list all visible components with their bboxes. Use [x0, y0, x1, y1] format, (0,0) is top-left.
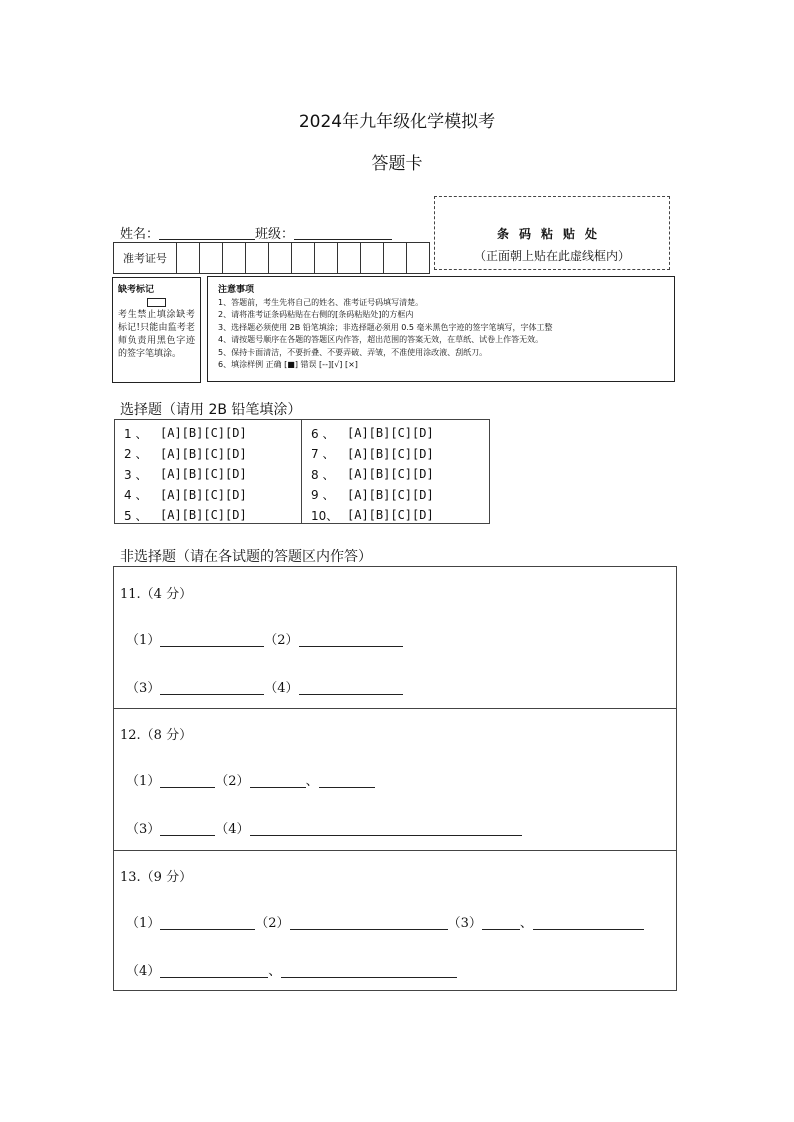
answer-blank[interactable] — [160, 773, 215, 788]
question-number: 9 、 — [311, 488, 335, 503]
question-number: 6 、 — [311, 426, 335, 441]
question-12-heading: 12.（8 分） — [120, 728, 193, 743]
answer-blank[interactable] — [250, 821, 522, 836]
part-label: （3） — [126, 681, 161, 696]
exam-title: 2024年九年级化学模拟考 — [298, 112, 496, 132]
answer-blank[interactable] — [290, 915, 448, 930]
choice-question[interactable] — [115, 423, 301, 444]
separator: 、 — [519, 916, 533, 931]
answer-options[interactable]: [A][B][C][D] — [160, 446, 247, 461]
question-13-heading: 13.（9 分） — [120, 870, 193, 885]
choice-question[interactable] — [115, 505, 301, 526]
nonchoice-answer-area — [113, 566, 677, 991]
notes-box — [207, 276, 675, 382]
answer-blank[interactable] — [160, 821, 215, 836]
exam-id-cell[interactable] — [338, 243, 361, 273]
barcode-title: 条码粘贴处 — [496, 227, 607, 241]
exam-id-cell[interactable] — [292, 243, 315, 273]
choice-question[interactable] — [302, 485, 489, 506]
answer-blank[interactable] — [299, 680, 403, 695]
choice-question[interactable] — [302, 423, 489, 444]
separator: 、 — [305, 774, 319, 789]
answer-row — [126, 677, 403, 696]
question-number: 8 、 — [311, 467, 335, 482]
part-label: （3） — [126, 822, 161, 837]
barcode-area — [434, 196, 670, 270]
answer-options[interactable]: [A][B][C][D] — [160, 508, 247, 523]
exam-id-cell[interactable] — [384, 243, 407, 273]
exam-id-cell[interactable] — [361, 243, 384, 273]
choice-grid — [114, 419, 490, 524]
notes-title: 注意事项 — [218, 285, 255, 295]
answer-blank[interactable] — [160, 680, 264, 695]
note-item: 3、选择题必须使用 2B 铅笔填涂；非选择题必须用 0.5 毫米黑色字迹的签字笔填写，字体工整 — [218, 322, 553, 332]
note-item: 5、保持卡面清洁，不要折叠、不要弄破、弄皱，不准使用涂改液、刮纸刀。 — [218, 347, 488, 357]
answer-blank[interactable] — [250, 773, 306, 788]
choice-question[interactable] — [302, 464, 489, 485]
exam-id-cell[interactable] — [407, 243, 429, 273]
part-label: （3） — [447, 916, 482, 931]
name-field[interactable] — [159, 225, 255, 240]
question-number: 1 、 — [124, 426, 148, 441]
question-13-block — [114, 850, 676, 990]
part-label: （1） — [126, 774, 161, 789]
part-label: （1） — [126, 916, 161, 931]
answer-options[interactable]: [A][B][C][D] — [347, 508, 434, 523]
answer-blank[interactable] — [319, 773, 375, 788]
answer-row — [126, 912, 644, 931]
answer-blank[interactable] — [281, 963, 457, 978]
answer-row — [126, 770, 375, 789]
name-label: 姓名： — [120, 227, 160, 242]
note-item: 1、答题前，考生先将自己的姓名、准考证号码填写清楚。 — [218, 298, 424, 307]
choice-question[interactable] — [302, 444, 489, 465]
exam-id-cell[interactable] — [315, 243, 338, 273]
choice-question[interactable] — [115, 464, 301, 485]
exam-id-cell[interactable] — [223, 243, 246, 273]
answer-row — [126, 629, 403, 648]
note-item: 6、填涂样例 正确 [■] 错误 [--][√] [×] — [218, 360, 358, 370]
separator: 、 — [268, 964, 282, 979]
answer-options[interactable]: [A][B][C][D] — [160, 426, 247, 441]
part-label: （4） — [215, 822, 250, 837]
answer-options[interactable]: [A][B][C][D] — [160, 487, 247, 502]
answer-options[interactable]: [A][B][C][D] — [347, 487, 434, 502]
choice-column — [302, 420, 489, 523]
part-label: （2） — [255, 916, 290, 931]
answer-row — [126, 960, 457, 979]
exam-id-label: 准考证号 — [114, 243, 177, 273]
class-field[interactable] — [294, 225, 392, 240]
answer-sheet-title: 答题卡 — [371, 154, 423, 174]
absent-mark-box — [112, 277, 201, 383]
answer-blank[interactable] — [160, 632, 264, 647]
barcode-note: （正面朝上贴在此虚线框内） — [473, 249, 630, 263]
part-label: （2） — [264, 633, 299, 648]
part-label: （4） — [126, 964, 161, 979]
question-number: 3 、 — [124, 467, 148, 482]
absent-text: 考生禁止填涂缺考标记!只能由监考老师负责用黑色字迹的签字笔填涂。 — [118, 310, 195, 359]
absent-title: 缺考标记 — [118, 285, 155, 295]
answer-blank[interactable] — [160, 915, 255, 930]
exam-id-cell[interactable] — [269, 243, 292, 273]
choice-question[interactable] — [115, 444, 301, 465]
note-item: 4、请按题号顺序在各题的答题区内作答，超出范围的答案无效，在草纸、试卷上作答无效。 — [218, 335, 544, 345]
question-number: 4 、 — [124, 488, 148, 503]
exam-id-grid — [113, 242, 430, 274]
question-11-block — [114, 567, 676, 709]
answer-blank[interactable] — [482, 915, 520, 930]
question-number: 5 、 — [124, 508, 148, 523]
class-label: 班级： — [255, 227, 295, 242]
nonchoice-section-title: 非选择题（请在各试题的答题区内作答） — [120, 549, 372, 565]
choice-question[interactable] — [302, 505, 489, 526]
name-class-row — [120, 223, 392, 242]
question-12-block — [114, 708, 676, 851]
choice-question[interactable] — [115, 485, 301, 506]
part-label: （1） — [126, 633, 161, 648]
answer-blank[interactable] — [160, 963, 268, 978]
answer-options[interactable]: [A][B][C][D] — [347, 467, 434, 482]
answer-blank[interactable] — [533, 915, 644, 930]
exam-id-cell[interactable] — [246, 243, 269, 273]
question-number: 7 、 — [311, 447, 335, 462]
absent-mark-checkbox[interactable] — [147, 298, 166, 307]
answer-row — [126, 818, 522, 837]
answer-options[interactable]: [A][B][C][D] — [347, 446, 434, 461]
part-label: （2） — [215, 774, 250, 789]
answer-options[interactable]: [A][B][C][D] — [160, 467, 247, 482]
answer-blank[interactable] — [299, 632, 403, 647]
exam-id-cell[interactable] — [200, 243, 223, 273]
exam-id-cell[interactable] — [177, 243, 200, 273]
part-label: （4） — [264, 681, 299, 696]
note-item: 2、请将准考证条码粘贴在右侧的[条码粘贴处]的方框内 — [218, 310, 414, 320]
choice-column — [115, 420, 302, 523]
question-number: 10、 — [311, 508, 339, 523]
question-number: 2 、 — [124, 447, 148, 462]
choice-section-title: 选择题（请用 2B 铅笔填涂） — [120, 402, 302, 418]
question-11-heading: 11.（4 分） — [120, 587, 193, 602]
answer-options[interactable]: [A][B][C][D] — [347, 426, 434, 441]
